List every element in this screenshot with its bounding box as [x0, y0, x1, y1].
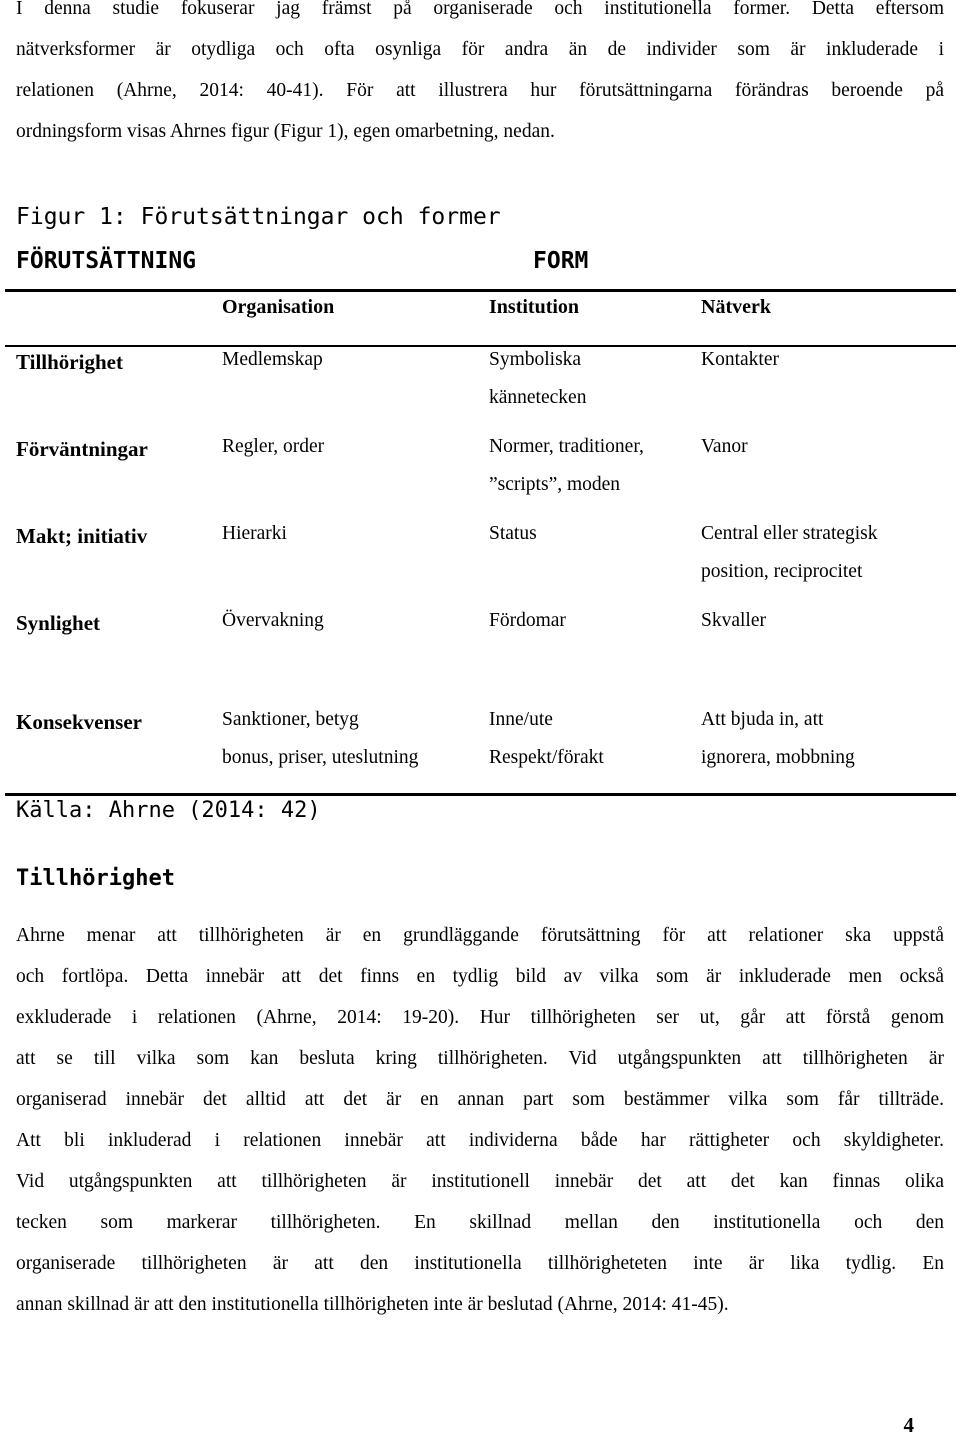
- col-header-institution: Institution: [489, 296, 580, 318]
- row-label-forvantningar: Förväntningar: [16, 437, 148, 461]
- table-cell: [489, 341, 586, 417]
- form-header: FORM: [533, 248, 589, 274]
- cell-line: ”scripts”, moden: [489, 474, 621, 495]
- table-cell: [222, 341, 323, 379]
- cell-line: Normer, traditioner,: [489, 436, 644, 457]
- intro-paragraph: [16, 0, 944, 152]
- table-cell: [701, 341, 779, 379]
- page-number: 4: [903, 1413, 914, 1437]
- section-line: organiserad innebär det alltid att det är en annan part som bestämmer vilka som får tillträde.: [16, 1089, 944, 1110]
- cell-line: bonus, priser, uteslutning: [222, 747, 419, 768]
- col-header-natverk: Nätverk: [701, 296, 771, 318]
- cell-line: kännetecken: [489, 387, 587, 408]
- table-cell: [489, 701, 604, 777]
- cell-line: Övervakning: [222, 610, 324, 631]
- cell-line: Central eller strategisk: [701, 523, 878, 544]
- cell-line: Hierarki: [222, 523, 287, 544]
- cell-line: Skvaller: [701, 610, 766, 631]
- table-cell: [489, 515, 537, 553]
- section-line: Att bli inkluderad i relationen innebär att individerna både har rättigheter och skyldigheter.: [16, 1130, 944, 1151]
- table-bottom-rule: [5, 793, 956, 796]
- cell-line: Medlemskap: [222, 349, 323, 370]
- table-header-rule: [5, 345, 956, 347]
- section-line: att se till vilka som kan besluta kring tillhörigheten. Vid utgångspunkten att tillhörigheten är: [16, 1048, 944, 1069]
- cell-line: Att bjuda in, att: [701, 709, 824, 730]
- cell-line: Fördomar: [489, 610, 566, 631]
- prerequisite-header: FÖRUTSÄTTNING: [16, 248, 197, 274]
- cell-line: Respekt/förakt: [489, 747, 604, 768]
- cell-line: ignorera, mobbning: [701, 747, 855, 768]
- row-label-konsekvenser: Konsekvenser: [16, 710, 142, 734]
- cell-line: position, reciprocitet: [701, 561, 863, 582]
- section-line: och fortlöpa. Detta innebär att det finns en tydlig bild av vilka som är inkluderade men också: [16, 966, 944, 987]
- row-label-tillhorighet: Tillhörighet: [16, 350, 123, 374]
- intro-line: I denna studie fokuserar jag främst på organiserade och institutionella former. Detta eftersom: [16, 0, 944, 19]
- table-cell: [701, 701, 855, 777]
- section-line: Vid utgångspunkten att tillhörigheten är institutionell innebär det att det kan finnas olika: [16, 1171, 944, 1192]
- figure-title: Figur 1: Förutsättningar och former: [16, 204, 501, 230]
- section-paragraph: [16, 915, 944, 1325]
- section-line: exkluderade i relationen (Ahrne, 2014: 19-20). Hur tillhörigheten ser ut, går att förstå genom: [16, 1007, 944, 1028]
- cell-line: Status: [489, 523, 537, 544]
- intro-line: nätverksformer är otydliga och ofta osynliga för andra än de individer som är inkluderade i: [16, 39, 944, 60]
- col-header-organisation: Organisation: [222, 296, 335, 318]
- row-label-synlighet: Synlighet: [16, 611, 101, 635]
- intro-line: ordningsform visas Ahrnes figur (Figur 1), egen omarbetning, nedan.: [16, 121, 555, 142]
- table-cell: [489, 428, 644, 504]
- table-cell: [222, 602, 324, 640]
- table-cell: [701, 602, 766, 640]
- cell-line: Sanktioner, betyg: [222, 709, 359, 730]
- table-cell: [489, 602, 566, 640]
- row-label-makt-initiativ: Makt; initiativ: [16, 524, 148, 548]
- table-cell: [701, 515, 878, 591]
- table-cell: [222, 515, 287, 553]
- section-line: tecken som markerar tillhörigheten. En skillnad mellan den institutionella och den: [16, 1212, 944, 1233]
- section-heading: Tillhörighet: [16, 866, 175, 891]
- section-line: annan skillnad är att den institutionella tillhörigheten inte är beslutad (Ahrne, 2014: 41-45).: [16, 1294, 729, 1315]
- cell-line: Symboliska: [489, 349, 582, 370]
- section-line: organiserade tillhörigheten är att den institutionella tillhörigheteten inte är lika tydlig. En: [16, 1253, 944, 1274]
- cell-line: Regler, order: [222, 436, 325, 457]
- table-top-rule: [5, 289, 956, 292]
- table-cell: [222, 428, 324, 466]
- cell-line: Inne/ute: [489, 709, 553, 730]
- intro-line: relationen (Ahrne, 2014: 40-41). För att illustrera hur förutsättningarna förändras beroende på: [16, 80, 944, 101]
- figure-source: Källa: Ahrne (2014: 42): [16, 798, 321, 823]
- cell-line: Kontakter: [701, 349, 779, 370]
- table-cell: [701, 428, 748, 466]
- section-line: Ahrne menar att tillhörigheten är en grundläggande förutsättning för att relationer ska uppstå: [16, 925, 944, 946]
- table-cell: [222, 701, 418, 777]
- cell-line: Vanor: [701, 436, 748, 457]
